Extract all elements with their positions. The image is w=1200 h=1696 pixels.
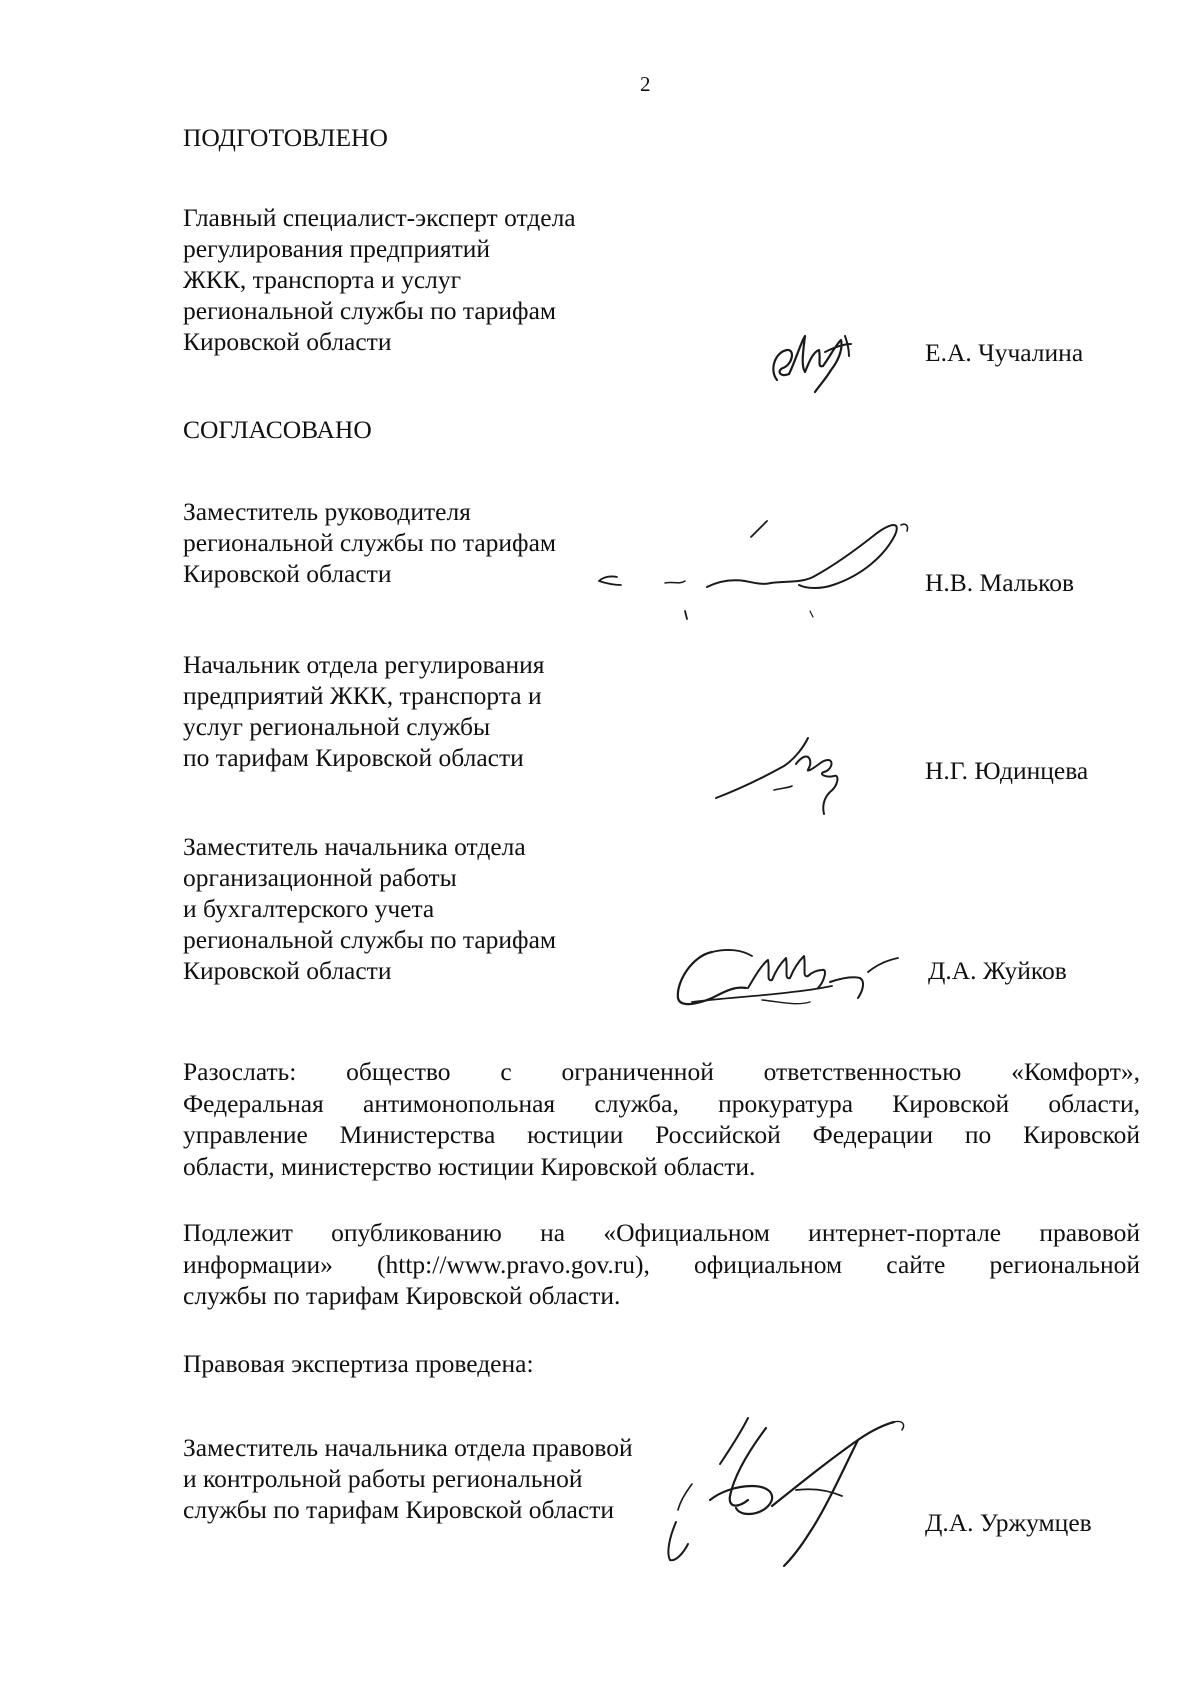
agreed-position-3 [183, 831, 556, 986]
position-line: организационной работы [183, 863, 457, 892]
page-number: 2 [640, 72, 651, 96]
signatory-name: Н.Г. Юдинцева [925, 756, 1089, 785]
signature-chuchalina [765, 322, 865, 394]
signatory-name: Е.А. Чучалина [925, 338, 1084, 367]
prepared-heading: ПОДГОТОВЛЕНО [183, 123, 388, 152]
position-line: и бухгалтерского учета [183, 894, 435, 923]
position-line: и контрольной работы региональной [183, 1464, 583, 1493]
position-line: Заместитель начальника отдела правовой [183, 1433, 633, 1462]
position-line: Заместитель начальника отдела [183, 832, 526, 861]
position-line: Кировской области [183, 559, 392, 588]
position-line: предприятий ЖКК, транспорта и [183, 681, 542, 710]
position-line: Главный специалист-эксперт отдела [183, 203, 576, 232]
agreed-position-1 [183, 496, 556, 589]
position-line: региональной службы по тарифам [183, 528, 557, 557]
prepared-position [183, 202, 576, 357]
agreed-position-2 [183, 649, 545, 773]
paragraph-line: области, министерство юстиции Кировской области. [183, 1151, 756, 1181]
paragraph-line: службы по тарифам Кировской области. [183, 1281, 621, 1310]
position-line: Начальник отдела регулирования [183, 650, 545, 679]
position-line: Кировской области [183, 327, 392, 356]
signature-malkov [595, 515, 940, 635]
signature-yudintseva [712, 730, 854, 820]
distribution-paragraph [183, 1056, 1140, 1182]
position-line: ЖКК, транспорта и услуг [183, 265, 462, 294]
position-line: Заместитель руководителя [183, 497, 471, 526]
signatory-name: Н.В. Мальков [925, 568, 1075, 597]
position-line: Кировской области [183, 956, 392, 985]
position-line: службы по тарифам Кировской области [183, 1495, 614, 1524]
position-line: по тарифам Кировской области [183, 743, 524, 772]
legal-review-heading: Правовая экспертиза проведена: [183, 1349, 534, 1378]
position-line: регулирования предприятий [183, 234, 491, 263]
position-line: региональной службы по тарифам [183, 296, 557, 325]
paragraph-line: управление Министерства юстиции Российской Федерации по Кировской [183, 1120, 1140, 1149]
paragraph-line: Подлежит опубликованию на «Официальном интернет-портале правовой [183, 1218, 1140, 1247]
signature-zhuikov [672, 942, 907, 1014]
signatory-name: Д.А. Уржумцев [925, 1508, 1092, 1537]
position-line: региональной службы по тарифам [183, 925, 557, 954]
publication-paragraph [183, 1217, 1140, 1312]
paragraph-line: Разослать: общество с ограниченной ответственностью «Комфорт», [183, 1057, 1140, 1086]
paragraph-line: Федеральная антимонопольная служба, прокуратура Кировской области, [183, 1088, 1140, 1118]
agreed-heading: СОГЛАСОВАНО [183, 415, 372, 444]
paragraph-line: информации» (http://www.pravo.gov.ru), официальном сайте региональной [183, 1249, 1140, 1279]
legal-review-position [183, 1432, 633, 1525]
position-line: услуг региональной службы [183, 712, 491, 741]
signature-urzhumtsev [662, 1412, 952, 1572]
signatory-name: Д.А. Жуйков [928, 956, 1067, 985]
